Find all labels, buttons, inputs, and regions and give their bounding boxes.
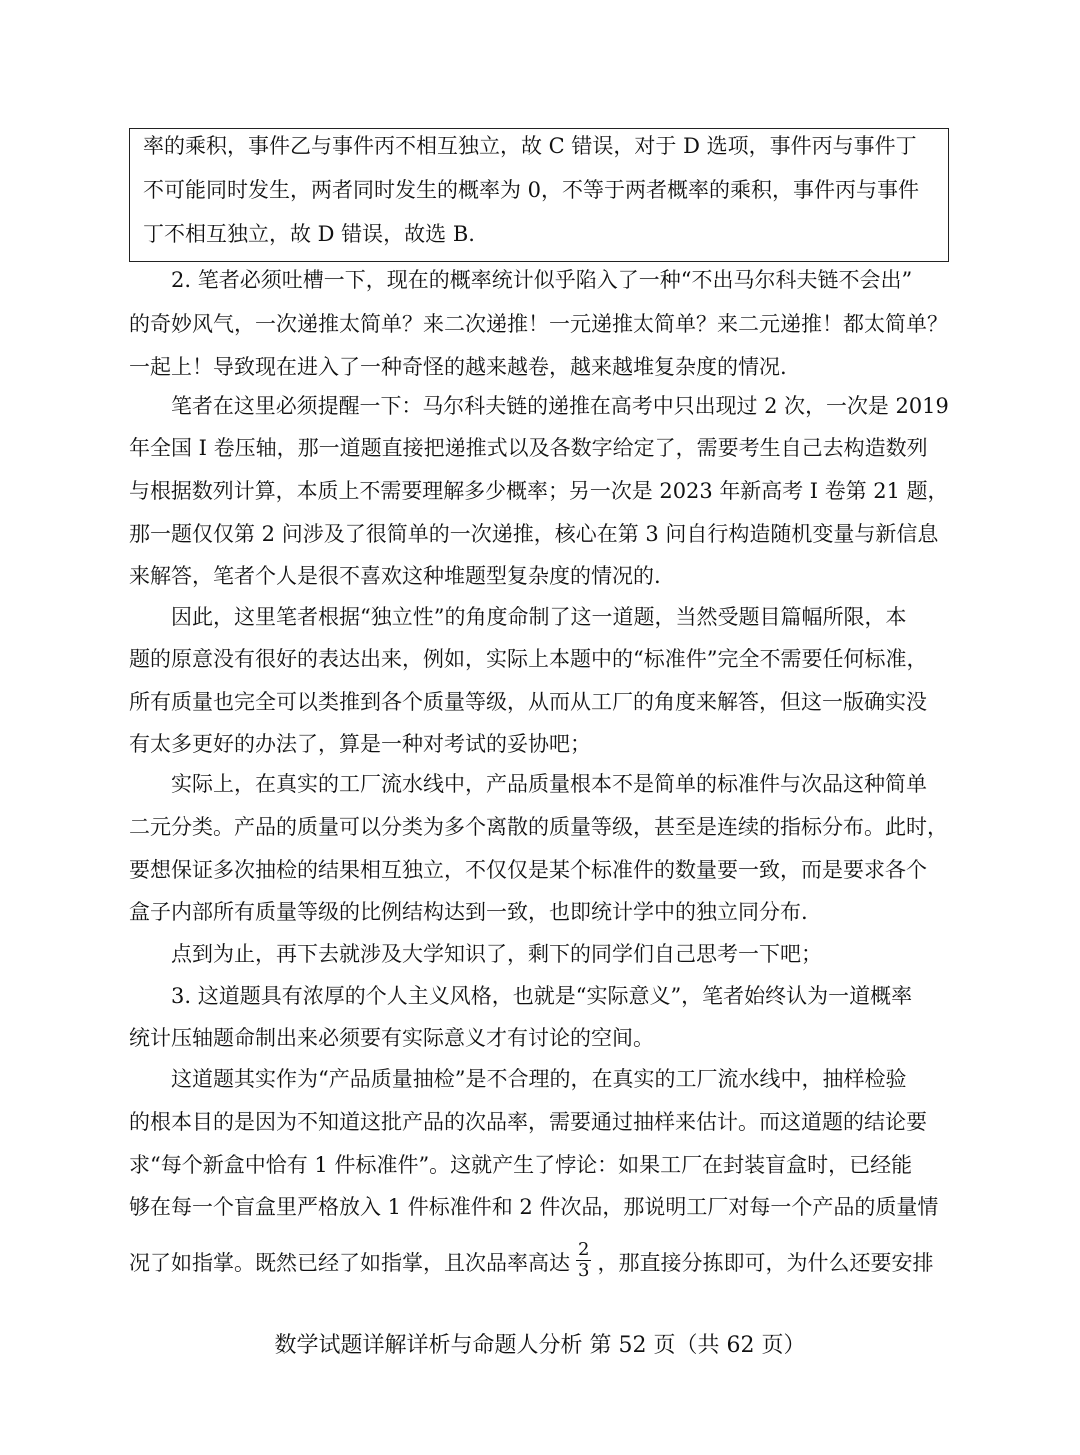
fraction [576,1240,591,1281]
box-line: 不可能同时发生，两者同时发生的概率为 0，不等于两者概率的乘积，事件丙与事件 [143,178,920,202]
paragraph-line: 因此，这里笔者根据“独立性”的角度命制了这一道题，当然受题目篇幅所限，本 [171,605,907,629]
paragraph-line: 的根本目的是因为不知道这批产品的次品率，需要通过抽样来估计。而这道题的结论要 [129,1110,927,1134]
paragraph-line: 有太多更好的办法了，算是一种对考试的妥协吧； [129,732,591,756]
paragraph-line: 一起上！导致现在进入了一种奇怪的越来越卷，越来越堆复杂度的情况. [129,355,787,379]
paragraph-line: 点到为止，再下去就涉及大学知识了，剩下的同学们自己思考一下吧； [171,942,822,966]
paragraph-line: 的奇妙风气，一次递推太简单？来二次递推！一元递推太简单？来二元递推！都太简单？ [129,312,948,336]
paragraph-line: 年全国 I 卷压轴，那一道题直接把递推式以及各数字给定了，需要考生自己去构造数列 [129,436,928,460]
paragraph-line: 盒子内部所有质量等级的比例结构达到一致，也即统计学中的独立同分布. [129,900,808,924]
paragraph-line: 所有质量也完全可以类推到各个质量等级，从而从工厂的角度来解答，但这一版确实没 [129,690,927,714]
text-before-fraction: 况了如指掌。既然已经了如指掌，且次品率高达 [129,1251,570,1275]
paragraph-line: 3. 这道题具有浓厚的个人主义风格，也就是“实际意义”，笔者始终认为一道概率 [171,984,913,1008]
paragraph-line: 题的原意没有很好的表达出来，例如，实际上本题中的“标准件”完全不需要任何标准， [129,647,928,671]
paragraph-line: 与根据数列计算，本质上不需要理解多少概率；另一次是 2023 年新高考 I 卷第 21 题， [129,479,949,503]
paragraph-line: 笔者在这里必须提醒一下：马尔科夫链的递推在高考中只出现过 2 次，一次是 2019 [171,394,949,418]
box-line: 率的乘积，事件乙与事件丙不相互独立，故 C 错误，对于 D 选项，事件丙与事件丁 [143,134,917,158]
fraction-numerator: 2 [578,1239,590,1260]
paragraph-line: 那一题仅仅第 2 问涉及了很简单的一次递推，核心在第 3 问自行构造随机变量与新信息 [129,522,939,546]
paragraph-line-with-fraction [129,1239,949,1285]
paragraph-line: 2. 笔者必须吐槽一下，现在的概率统计似乎陷入了一种“不出马尔科夫链不会出” [171,268,913,292]
paragraph-line: 实际上，在真实的工厂流水线中，产品质量根本不是简单的标准件与次品这种简单 [171,772,927,796]
paragraph-line: 二元分类。产品的质量可以分类为多个离散的质量等级，甚至是连续的指标分布。此时， [129,815,948,839]
text-after-fraction: ，那直接分拣即可，为什么还要安排 [597,1251,934,1275]
paragraph-line: 统计压轴题命制出来必须要有实际意义才有讨论的空间。 [129,1026,654,1050]
paragraph-line: 这道题其实作为“产品质量抽检”是不合理的，在真实的工厂流水线中，抽样检验 [171,1067,907,1091]
paragraph-line: 求“每个新盒中恰有 1 件标准件”。这就产生了悖论：如果工厂在封装盲盒时，已经能 [129,1153,913,1177]
fraction-denominator: 3 [578,1260,590,1281]
page-footer: 数学试题详解详析与命题人分析 第 52 页（共 62 页） [274,1333,806,1358]
paragraph-line: 够在每一个盲盒里严格放入 1 件标准件和 2 件次品，那说明工厂对每一个产品的质量情 [129,1195,939,1219]
paragraph-line: 来解答，笔者个人是很不喜欢这种堆题型复杂度的情况的. [129,564,661,588]
box-line: 丁不相互独立，故 D 错误，故选 B. [143,222,475,246]
paragraph-line: 要想保证多次抽检的结果相互独立，不仅仅是某个标准件的数量要一致，而是要求各个 [129,858,927,882]
